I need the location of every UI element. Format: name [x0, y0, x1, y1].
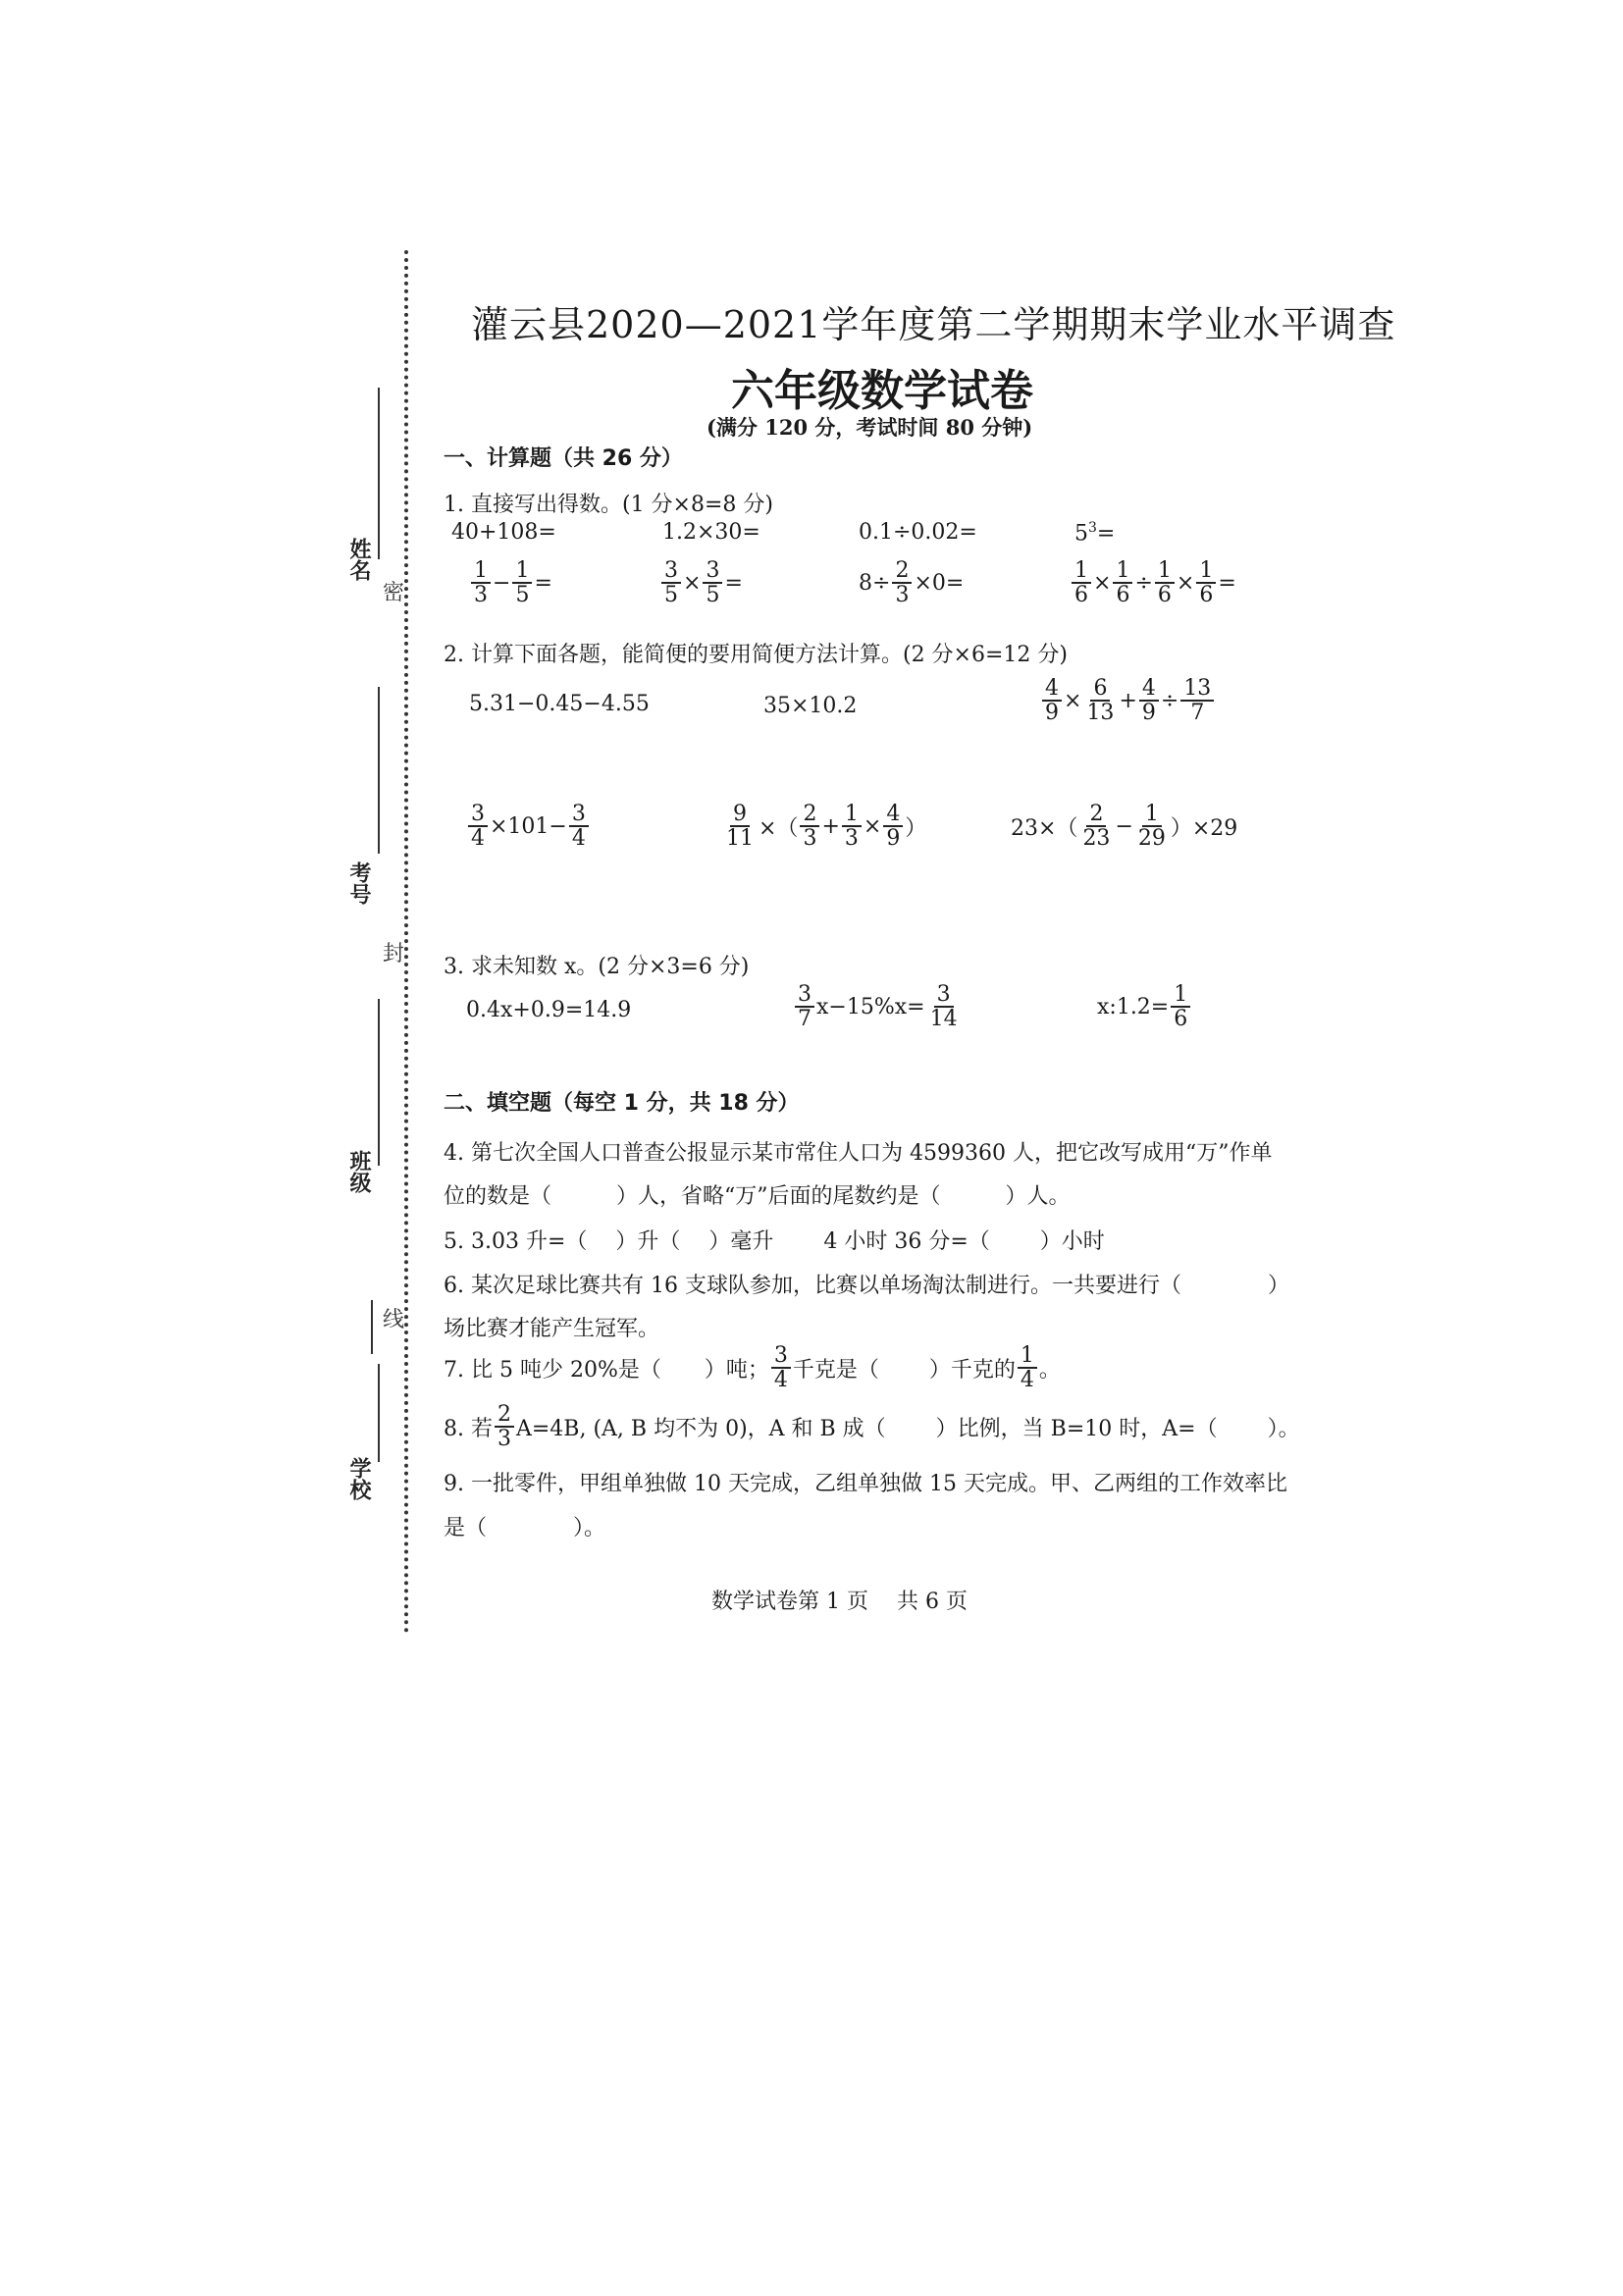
section2-heading: 二、填空题（每空 1 分，共 18 分）	[444, 1091, 800, 1116]
q9-line2: 是（ ）。	[444, 1516, 606, 1540]
q1-item-7: 8÷ $\frac{2}{3}$ ×0=	[859, 558, 965, 608]
exam-note: (满分 120 分，考试时间 80 分钟)	[707, 415, 1033, 440]
q3-item-c: x:1.2= $\frac{1}{6}$	[1097, 983, 1192, 1030]
q3-item-a: 0.4x+0.9=14.9	[466, 998, 632, 1022]
q3-item-b: $\frac{3}{7}$ x−15%x= $\frac{3}{14}$	[793, 983, 963, 1030]
q2-item-d: $\frac{3}{4}$ ×101− $\frac{3}{4}$	[466, 803, 591, 850]
q1-item-3: 0.1÷0.02=	[859, 520, 977, 545]
q1-item-6: $\frac{3}{5}$ × $\frac{3}{5}$ =	[659, 559, 743, 606]
q5: 5. 3.03 升=（ ）升（ ）毫升 4 小时 36 分=（ ）小时	[444, 1229, 1105, 1254]
class-label: 班级	[346, 1150, 371, 1193]
q2-stem: 2. 计算下面各题，能简便的要用简便方法计算。(2 分×6=12 分)	[444, 643, 1068, 667]
class-field-line[interactable]	[378, 999, 380, 1166]
school-label: 学校	[346, 1457, 371, 1500]
q2-item-f: 23×（ $\frac{2}{23}$ − $\frac{1}{29}$ ）×29	[1011, 802, 1238, 852]
q3-stem: 3. 求未知数 x。(2 分×3=6 分)	[444, 955, 750, 979]
q2-item-e: $\frac{9}{11}$ ×（ $\frac{2}{3}$ + $\frac{1}{3}$ × $\frac{4}{9}$ ）	[726, 802, 927, 852]
q4-line2: 位的数是（ ）人，省略“万”后面的尾数约是（ ）人。	[444, 1184, 1071, 1209]
q2-item-a: 5.31−0.45−4.55	[469, 692, 650, 716]
exam-no-field-line[interactable]	[378, 687, 380, 854]
q2-item-c: $\frac{4}{9}$ × $\frac{6}{13}$ + $\frac{4}{9}$ ÷ $\frac{13}{7}$	[1040, 677, 1216, 724]
q9-line1: 9. 一批零件，甲组单独做 10 天完成，乙组单独做 15 天完成。甲、乙两组的工作效率比	[444, 1472, 1287, 1496]
binding-dashed-line	[404, 250, 408, 1634]
exam-title: 灌云县2020—2021学年度第二学期期末学业水平调查	[471, 303, 1396, 346]
section1-heading: 一、计算题（共 26 分）	[444, 446, 683, 471]
seal-char-feng: 封	[383, 942, 405, 966]
q1-item-5: $\frac{1}{3}$ − $\frac{1}{5}$ =	[469, 559, 552, 606]
name-label: 姓名	[346, 538, 371, 581]
page-footer: 数学试卷第 1 页 共 6 页	[711, 1590, 968, 1614]
q2-item-b: 35×10.2	[763, 694, 858, 718]
q6-line2: 场比赛才能产生冠军。	[444, 1317, 660, 1341]
q1-stem: 1. 直接写出得数。(1 分×8=8 分)	[444, 493, 773, 517]
seal-char-xian: 线	[383, 1308, 405, 1332]
name-field-line[interactable]	[378, 388, 380, 559]
exam-no-label: 考号	[346, 861, 371, 905]
q4-line1: 4. 第七次全国人口普查公报显示某市常住人口为 4599360 人，把它改写成用“万”作单	[444, 1141, 1273, 1166]
seal-line-mark	[371, 1300, 373, 1354]
q8: 8. 若 $\frac{2}{3}$ A=4B, (A, B 均不为 0)，A 和 B 成（ ）比例，当 B=10 时，A=（ ）。	[444, 1402, 1300, 1452]
exam-subtitle: 六年级数学试卷	[731, 366, 1033, 416]
q1-item-2: 1.2×30=	[662, 520, 760, 545]
q7: 7. 比 5 吨少 20%是（ ）吨； $\frac{3}{4}$ 千克是（ ）千克的 $\frac{1}{4}$ 。	[444, 1343, 1061, 1393]
seal-char-mi: 密	[383, 581, 405, 605]
q1-item-8: $\frac{1}{6}$ × $\frac{1}{6}$ ÷ $\frac{1}{6}$ × $\frac{1}{6}$ =	[1070, 559, 1236, 606]
q1-item-1: 40+108=	[451, 520, 556, 545]
q1-item-4: $5^3=$	[1074, 520, 1116, 547]
school-field-line[interactable]	[378, 1364, 380, 1462]
q6-line1: 6. 某次足球比赛共有 16 支球队参加，比赛以单场淘汰制进行。一共要进行（ ）	[444, 1274, 1289, 1298]
